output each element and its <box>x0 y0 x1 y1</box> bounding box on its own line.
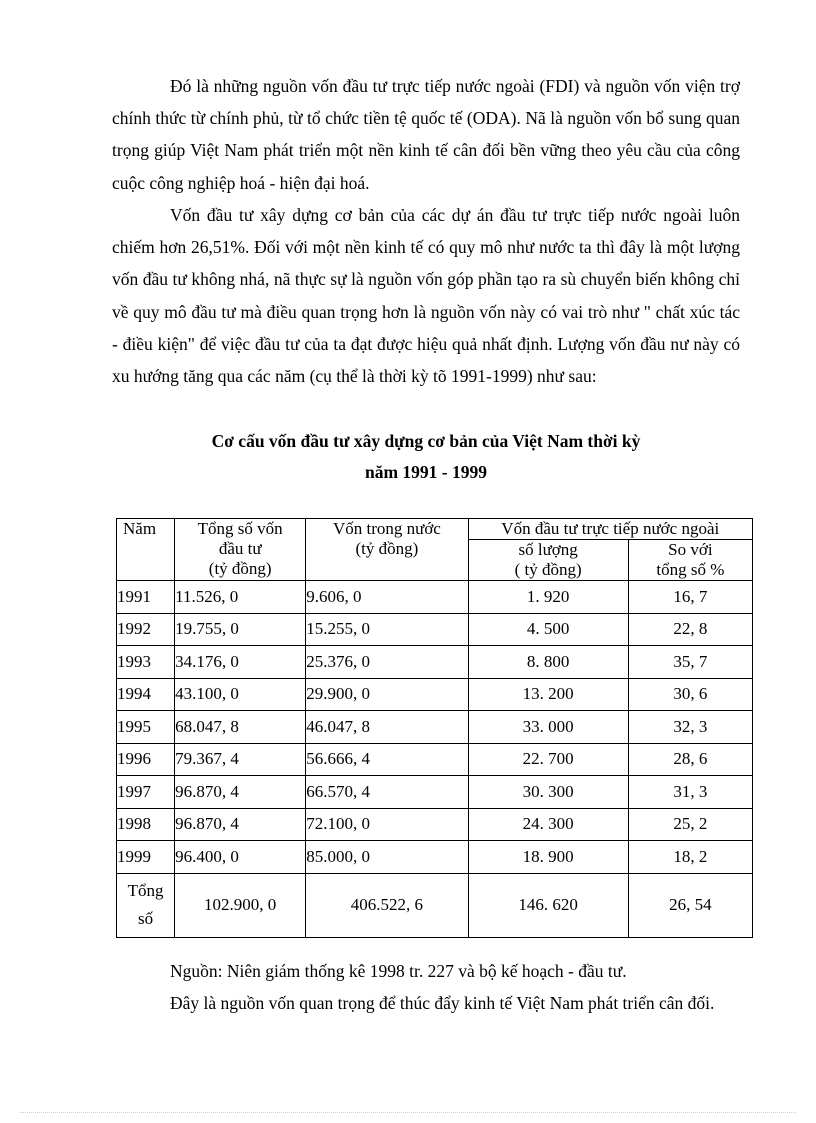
cell-domestic: 9.606, 0 <box>306 581 468 614</box>
table-subtitle: năm 1991 - 1999 <box>364 462 487 482</box>
cell-total: 19.755, 0 <box>175 613 306 646</box>
cell-percent: 25, 2 <box>628 808 752 841</box>
table-header-row <box>117 519 753 540</box>
table-row <box>117 841 753 874</box>
header-fdi-percent: So với tổng số % <box>628 540 752 581</box>
table-row <box>117 613 753 646</box>
header-domestic: Vốn trong nước (tỷ đồng) <box>306 519 468 581</box>
cell-domestic: 72.100, 0 <box>306 808 468 841</box>
cell-total: 96.870, 4 <box>175 776 306 809</box>
cell-fdi: 13. 200 <box>468 678 628 711</box>
cell-total: 43.100, 0 <box>175 678 306 711</box>
cell-domestic: 85.000, 0 <box>306 841 468 874</box>
cell-grand-percent: 26, 54 <box>628 873 752 937</box>
cell-percent: 30, 6 <box>628 678 752 711</box>
cell-percent: 35, 7 <box>628 646 752 679</box>
paragraph-conclusion: Đây là nguồn vốn quan trọng để thúc đẩy kinh tế Việt Nam phát triển cân đối. <box>170 993 715 1013</box>
cell-year: 1996 <box>117 743 175 776</box>
header-fdi-amount: số lượng ( tỷ đồng) <box>468 540 628 581</box>
cell-fdi: 18. 900 <box>468 841 628 874</box>
cell-total: 96.870, 4 <box>175 808 306 841</box>
investment-table <box>116 518 753 938</box>
source-note: Nguồn: Niên giám thống kê 1998 tr. 227 và bộ kế hoạch - đầu tư. <box>170 961 627 981</box>
cell-total: 68.047, 8 <box>175 711 306 744</box>
paragraph-investment: Vốn đầu tư xây dựng cơ bản của các dự án đầu tư trực tiếp nước ngoài luôn chiếm hơn 26,51%. Đối với một nền kinh tế có quy mô như nước ta thì đây là một lượng vốn đầu tư không nhá, nã thực sự là nguồn vốn góp phần tạo ra sù chuyển biến không chỉ về quy mô đầu tư mà điều quan trọng hơn là nguồn vốn này có vai trò như " chất xúc tác - điều kiện" để việc đầu tư của ta đạt được hiệu quả nhất định. Lượng vốn đầu nư này có xu hướng tăng qua các năm (cụ thể là thời kỳ tõ 1991-1999) như sau: <box>112 205 740 387</box>
cell-total: 96.400, 0 <box>175 841 306 874</box>
cell-percent: 28, 6 <box>628 743 752 776</box>
cell-year: 1993 <box>117 646 175 679</box>
cell-domestic: 66.570, 4 <box>306 776 468 809</box>
cell-total-label: Tổng số <box>117 873 175 937</box>
cell-domestic: 25.376, 0 <box>306 646 468 679</box>
cell-total: 11.526, 0 <box>175 581 306 614</box>
cell-grand-domestic: 406.522, 6 <box>306 873 468 937</box>
cell-year: 1997 <box>117 776 175 809</box>
table-row <box>117 711 753 744</box>
header-fdi-group: Vốn đầu tư trực tiếp nước ngoài <box>468 519 752 540</box>
cell-domestic: 29.900, 0 <box>306 678 468 711</box>
cell-year: 1995 <box>117 711 175 744</box>
cell-year: 1991 <box>117 581 175 614</box>
cell-domestic: 15.255, 0 <box>306 613 468 646</box>
cell-fdi: 8. 800 <box>468 646 628 679</box>
header-total: Tổng số vốn đầu tư (tỷ đồng) <box>175 519 306 581</box>
header-year: Năm <box>117 519 175 581</box>
cell-domestic: 56.666, 4 <box>306 743 468 776</box>
cell-fdi: 1. 920 <box>468 581 628 614</box>
cell-total: 34.176, 0 <box>175 646 306 679</box>
cell-percent: 18, 2 <box>628 841 752 874</box>
cell-grand-total: 102.900, 0 <box>175 873 306 937</box>
table-row <box>117 776 753 809</box>
cell-fdi: 33. 000 <box>468 711 628 744</box>
cell-year: 1994 <box>117 678 175 711</box>
cell-year: 1999 <box>117 841 175 874</box>
cell-percent: 31, 3 <box>628 776 752 809</box>
table-title: Cơ cấu vốn đầu tư xây dựng cơ bản của Việt Nam thời kỳ <box>211 431 641 451</box>
paragraph-intro: Đó là những nguồn vốn đầu tư trực tiếp nước ngoài (FDI) và nguồn vốn viện trợ chính thức từ chính phủ, từ tổ chức tiền tệ quốc tế (ODA). Nã là nguồn vốn bổ sung quan trọng giúp Việt Nam phát triển một nền kinh tế cân đối bền vững theo yêu cầu của công cuộc công nghiệp hoá - hiện đại hoá. <box>112 76 740 193</box>
cell-percent: 22, 8 <box>628 613 752 646</box>
table-row <box>117 646 753 679</box>
cell-fdi: 30. 300 <box>468 776 628 809</box>
table-row <box>117 581 753 614</box>
table-row <box>117 743 753 776</box>
cell-percent: 32, 3 <box>628 711 752 744</box>
cell-fdi: 22. 700 <box>468 743 628 776</box>
cell-year: 1998 <box>117 808 175 841</box>
table-total-row <box>117 873 753 937</box>
cell-grand-fdi: 146. 620 <box>468 873 628 937</box>
page-footer-divider <box>20 1112 796 1113</box>
table-row <box>117 678 753 711</box>
table-row <box>117 808 753 841</box>
cell-fdi: 24. 300 <box>468 808 628 841</box>
cell-percent: 16, 7 <box>628 581 752 614</box>
cell-total: 79.367, 4 <box>175 743 306 776</box>
cell-year: 1992 <box>117 613 175 646</box>
cell-fdi: 4. 500 <box>468 613 628 646</box>
cell-domestic: 46.047, 8 <box>306 711 468 744</box>
